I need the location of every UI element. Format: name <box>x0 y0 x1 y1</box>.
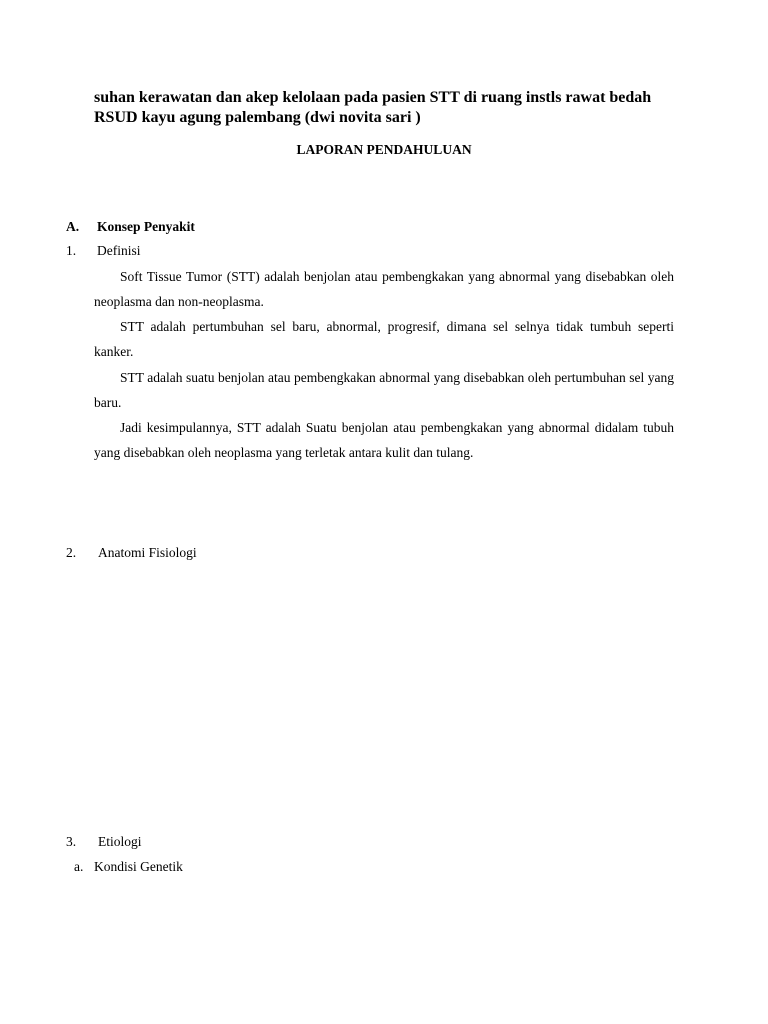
section-a-marker: A. <box>66 219 80 234</box>
section-a-heading: Konsep Penyakit <box>97 219 195 234</box>
item-1-marker: 1. <box>66 243 77 258</box>
definition-paragraph-3: STT adalah suatu benjolan atau pembengkakan abnormal yang disebabkan oleh pertumbuhan sel yang baru. <box>94 370 674 410</box>
item-2-heading: Anatomi Fisiologi <box>98 545 197 560</box>
subitem-a-label: Kondisi Genetik <box>94 859 183 874</box>
item-2-marker: 2. <box>66 545 77 560</box>
document-title: suhan kerawatan dan akep kelolaan pada pasien STT di ruang instls rawat bedah RSUD kayu agung palembang (dwi novita sari ) <box>94 89 652 126</box>
definition-paragraph-4: Jadi kesimpulannya, STT adalah Suatu benjolan atau pembengkakan yang abnormal didalam tubuh yang disebabkan oleh neoplasma yang terletak antara kulit dan tulang. <box>94 420 674 460</box>
item-3-heading: Etiologi <box>98 834 142 849</box>
subitem-a-marker: a. <box>74 859 84 874</box>
definition-paragraph-2: STT adalah pertumbuhan sel baru, abnormal, progresif, dimana sel selnya tidak tumbuh seperti kanker. <box>94 319 674 359</box>
document-subtitle: LAPORAN PENDAHULUAN <box>296 142 472 157</box>
definition-paragraph-1: Soft Tissue Tumor (STT) adalah benjolan atau pembengkakan yang abnormal yang disebabkan oleh neoplasma dan non-neoplasma. <box>94 269 674 309</box>
item-3-marker: 3. <box>66 834 77 849</box>
item-1-heading: Definisi <box>97 243 141 258</box>
